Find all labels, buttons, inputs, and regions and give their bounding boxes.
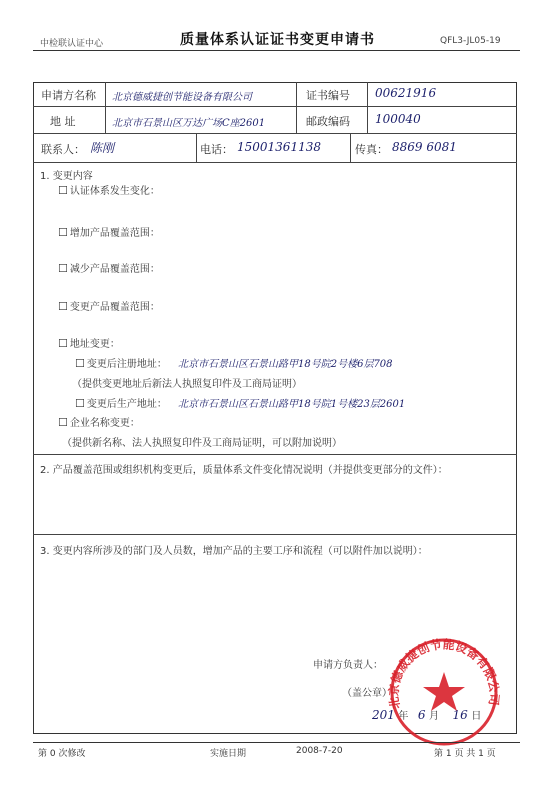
cert-no-value[interactable]: 00621916	[375, 86, 437, 100]
checkbox-reduce-scope[interactable]	[58, 260, 160, 275]
checkbox-name-change[interactable]	[58, 414, 140, 429]
page-title: 质量体系认证证书变更申请书	[180, 32, 375, 48]
footer-divider	[33, 742, 520, 743]
stamp-star-icon	[423, 672, 465, 711]
fax-label: 传真：	[355, 143, 388, 156]
checkbox-system-change[interactable]	[58, 182, 160, 197]
year-suffix: 年	[398, 711, 409, 722]
col-divider	[105, 82, 106, 133]
address-change-label: 地址变更：	[69, 339, 120, 350]
reg-address-note: （提供变更地址后新法人执照复印件及工商局证明）	[72, 379, 302, 390]
add-scope-label: 增加产品覆盖范围：	[69, 228, 160, 239]
company-seal-stamp	[378, 630, 510, 748]
postcode-value[interactable]: 100040	[375, 112, 421, 126]
stamp-text: 北京德威捷创节能设备有限公司	[386, 637, 502, 711]
leader-label: 申请方负责人：	[313, 660, 383, 671]
form-code: QFL3-JL05-19	[440, 36, 501, 46]
month-suffix: 月	[429, 711, 440, 722]
row-divider	[33, 534, 517, 535]
address-label: 地 址	[50, 115, 76, 128]
col-divider	[196, 133, 197, 162]
section2-text: 2. 产品覆盖范围或组织机构变更后，质量体系文件变化情况说明（并提供变更部分的文件）：	[40, 465, 448, 476]
seal-label: （盖公章）	[342, 688, 392, 699]
checkbox-add-scope[interactable]	[58, 224, 160, 239]
reduce-scope-label: 减少产品覆盖范围：	[69, 264, 160, 275]
month-value[interactable]: 6	[417, 708, 426, 722]
reg-address-label: 变更后注册地址：	[86, 359, 167, 370]
name-change-label: 企业名称变更：	[69, 418, 140, 429]
footer-impl-label: 实施日期	[210, 749, 247, 759]
change-scope-label: 变更产品覆盖范围：	[69, 302, 160, 313]
checkbox-address-change[interactable]	[58, 335, 120, 350]
reg-address-value[interactable]: 北京市石景山区石景山路甲18号院2号楼6层708	[178, 359, 393, 370]
footer-page: 第 1 页 共 1 页	[434, 749, 496, 759]
prod-address-label: 变更后生产地址：	[86, 399, 167, 410]
fax-value[interactable]: 8869 6081	[392, 140, 457, 154]
cert-no-label: 证书编号	[306, 89, 350, 102]
system-change-label: 认证体系发生变化：	[69, 186, 160, 197]
contact-label: 联系人：	[41, 143, 85, 156]
checkbox-reg-address[interactable]	[75, 355, 167, 370]
prod-address-value[interactable]: 北京市石景山区石景山路甲18号院1号楼23层2601	[178, 399, 406, 410]
day-suffix: 日	[471, 711, 482, 722]
checkbox-change-scope[interactable]	[58, 298, 160, 313]
phone-label: 电话：	[200, 143, 233, 156]
footer-impl-date: 2008-7-20	[296, 746, 343, 756]
row-divider	[33, 162, 517, 163]
checkbox-prod-address[interactable]	[75, 395, 167, 410]
row-divider	[33, 133, 517, 134]
applicant-label: 申请方名称	[41, 89, 96, 102]
header-org: 中检联认证中心	[40, 39, 104, 49]
postcode-label: 邮政编码	[306, 115, 350, 128]
header-divider	[33, 50, 520, 51]
col-divider	[296, 82, 297, 133]
phone-value[interactable]: 15001361138	[237, 140, 321, 154]
applicant-name[interactable]: 北京德威捷创节能设备有限公司	[112, 92, 252, 103]
name-change-note: （提供新名称、法人执照复印件及工商局证明，可以附加说明）	[62, 438, 342, 449]
contact-value[interactable]: 陈刚	[90, 141, 115, 155]
year-value[interactable]: 201	[372, 708, 395, 722]
section3-text: 3. 变更内容所涉及的部门及人员数，增加产品的主要工序和流程（可以附件加以说明）：	[40, 546, 428, 557]
address-value[interactable]: 北京市石景山区万达广场C座2601	[112, 118, 266, 129]
footer-revision: 第 0 次修改	[38, 749, 86, 759]
col-divider	[350, 133, 351, 162]
day-value[interactable]: 16	[452, 708, 468, 722]
col-divider	[367, 82, 368, 133]
row-divider	[33, 454, 517, 455]
section1-title: 1. 变更内容	[40, 171, 93, 182]
